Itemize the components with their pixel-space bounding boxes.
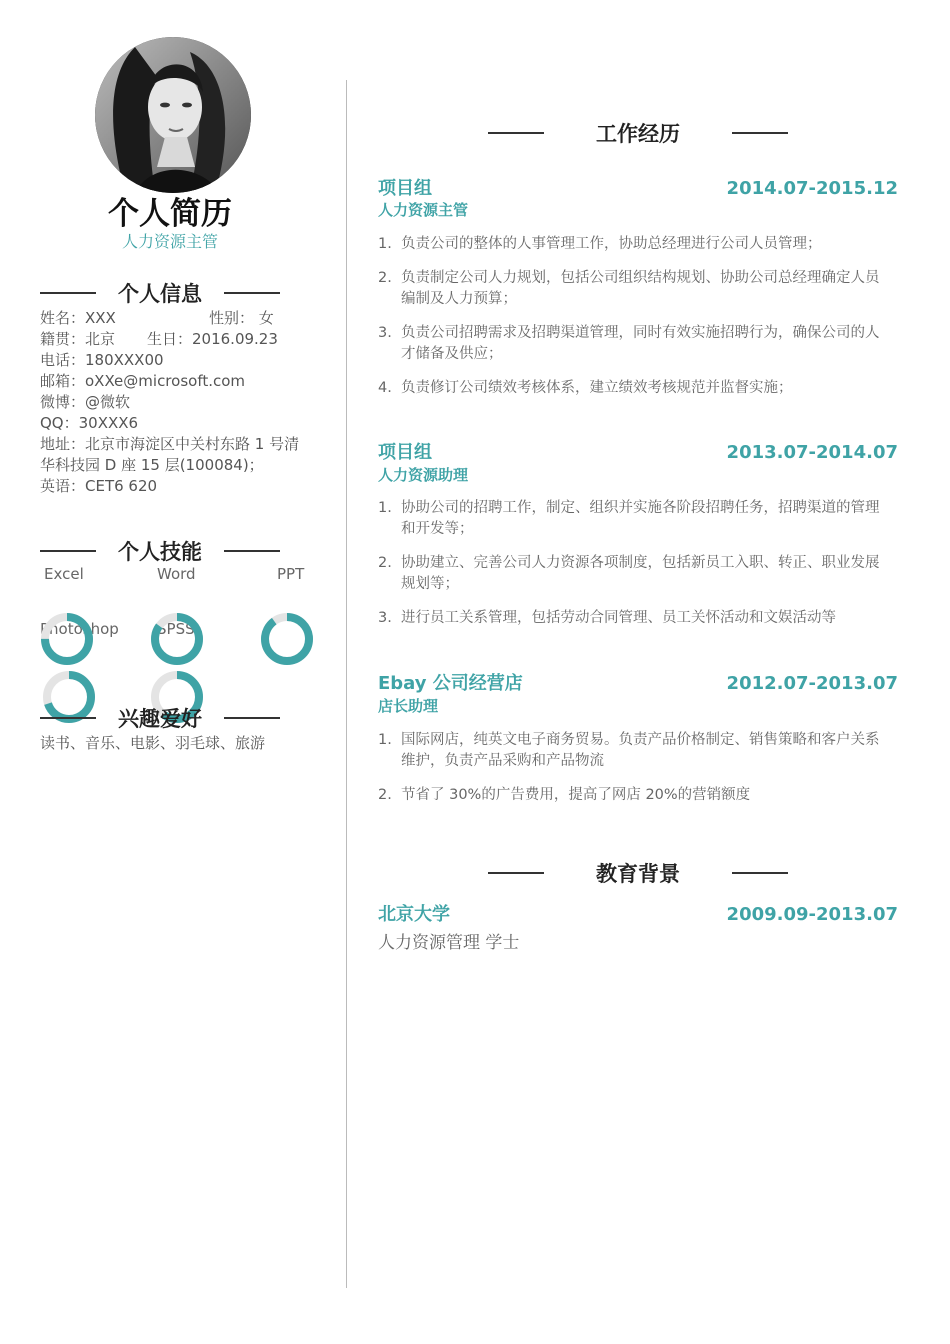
list-item: 3. 负责公司招聘需求及招聘渠道管理，同时有效实施招聘行为，确保公司的人才储备及供应； [378,325,880,362]
info-address-cont: 华科技园 D 座 15 层(100084)； [40,456,264,474]
list-item: 2. 节省了 30%的广告费用，提高了网店 20%的营销额度 [378,787,751,803]
job-org: 项目组 [378,442,432,463]
skill-label-excel: Excel [44,565,84,583]
section-hobbies [40,703,280,733]
divider-line [224,550,280,552]
info-qq: QQ：30XXX6 [40,414,139,432]
page-title: 个人简历 [108,196,232,232]
job-duties [378,498,888,642]
section-personal-info [40,278,280,308]
info-phone: 电话：180XXX00 [40,351,164,369]
divider-line [224,717,280,719]
job-header [378,669,898,695]
list-item: 4. 负责修订公司绩效考核体系，建立绩效考核规范并监督实施； [378,380,793,396]
skill-label-word: Word [157,565,196,583]
info-birthday: 生日：2016.09.23 [147,330,278,348]
skill-label-ppt: PPT [277,565,305,583]
job-role: 人力资源主管 [378,201,469,219]
education-header [378,900,898,926]
section-title: 工作经历 [596,122,680,146]
list-item: 1. 负责公司的整体的人事管理工作，协助总经理进行公司人员管理； [378,236,822,252]
info-gender: 性别： 女 [209,309,274,327]
list-item: 3. 进行员工关系管理，包括劳动合同管理、员工关怀活动和文娱活动等 [378,610,836,626]
profile-photo [95,37,251,193]
info-address: 地址：北京市海淀区中关村东路 1 号清 [40,435,300,453]
job-duties [378,234,888,412]
list-item: 2. 协助建立、完善公司人力资源各项制度，包括新员工入职、转正、职业发展规划等； [378,555,880,592]
job-date: 2013.07-2014.07 [726,442,898,463]
info-name: 姓名：XXX [40,309,116,327]
portrait-image [95,37,251,193]
ring-progress [265,617,309,661]
skill-label-spss: SPSS [157,620,195,638]
list-item: 1. 协助公司的招聘工作，制定、组织并实施各阶段招聘任务，招聘渠道的管理和开发等； [378,500,880,537]
job-duties [378,730,888,819]
job-header [378,174,898,200]
section-education [378,858,898,888]
column-divider [346,80,347,1288]
section-title: 兴趣爱好 [118,707,202,731]
job-org: Ebay 公司经营店 [378,673,523,694]
section-skills [40,536,280,566]
section-title: 个人技能 [118,540,202,564]
divider-line [488,872,544,874]
job-date: 2012.07-2013.07 [726,673,898,694]
page-subtitle: 人力资源主管 [121,232,218,251]
divider-line [40,717,96,719]
info-email: 邮箱：oXXe@microsoft.com [40,372,246,390]
list-item: 1. 国际网店，纯英文电子商务贸易。负责产品价格制定、销售策略和客户关系维护，负责产品采购和产品物流 [378,732,880,769]
divider-line [488,132,544,134]
job-role: 人力资源助理 [378,466,469,484]
education-date: 2009.09-2013.07 [726,904,898,925]
divider-line [732,872,788,874]
skill-ring-word [150,612,204,666]
section-title: 个人信息 [118,282,202,306]
divider-line [732,132,788,134]
section-title: 教育背景 [596,862,680,886]
list-item: 2. 负责制定公司人力规划，包括公司组织结构规划、协助公司总经理确定人员编制及人力预算； [378,270,880,307]
section-work [378,118,898,148]
hobbies-text: 读书、音乐、电影、羽毛球、旅游 [40,734,266,752]
skill-ring-ppt [260,612,314,666]
divider-line [40,292,96,294]
info-weibo: 微博：@微软 [40,393,131,411]
skill-label-photoshop: Photoshop [40,620,119,638]
info-hometown: 籍贯：北京 [40,330,116,348]
school-name: 北京大学 [378,904,450,925]
job-org: 项目组 [378,178,432,199]
divider-line [224,292,280,294]
job-header [378,438,898,464]
info-english: 英语：CET6 620 [40,477,158,495]
job-role: 店长助理 [378,697,439,715]
job-date: 2014.07-2015.12 [726,178,898,199]
skill-ring-excel [40,612,94,666]
divider-line [40,550,96,552]
education-detail: 人力资源管理 学士 [378,933,520,953]
